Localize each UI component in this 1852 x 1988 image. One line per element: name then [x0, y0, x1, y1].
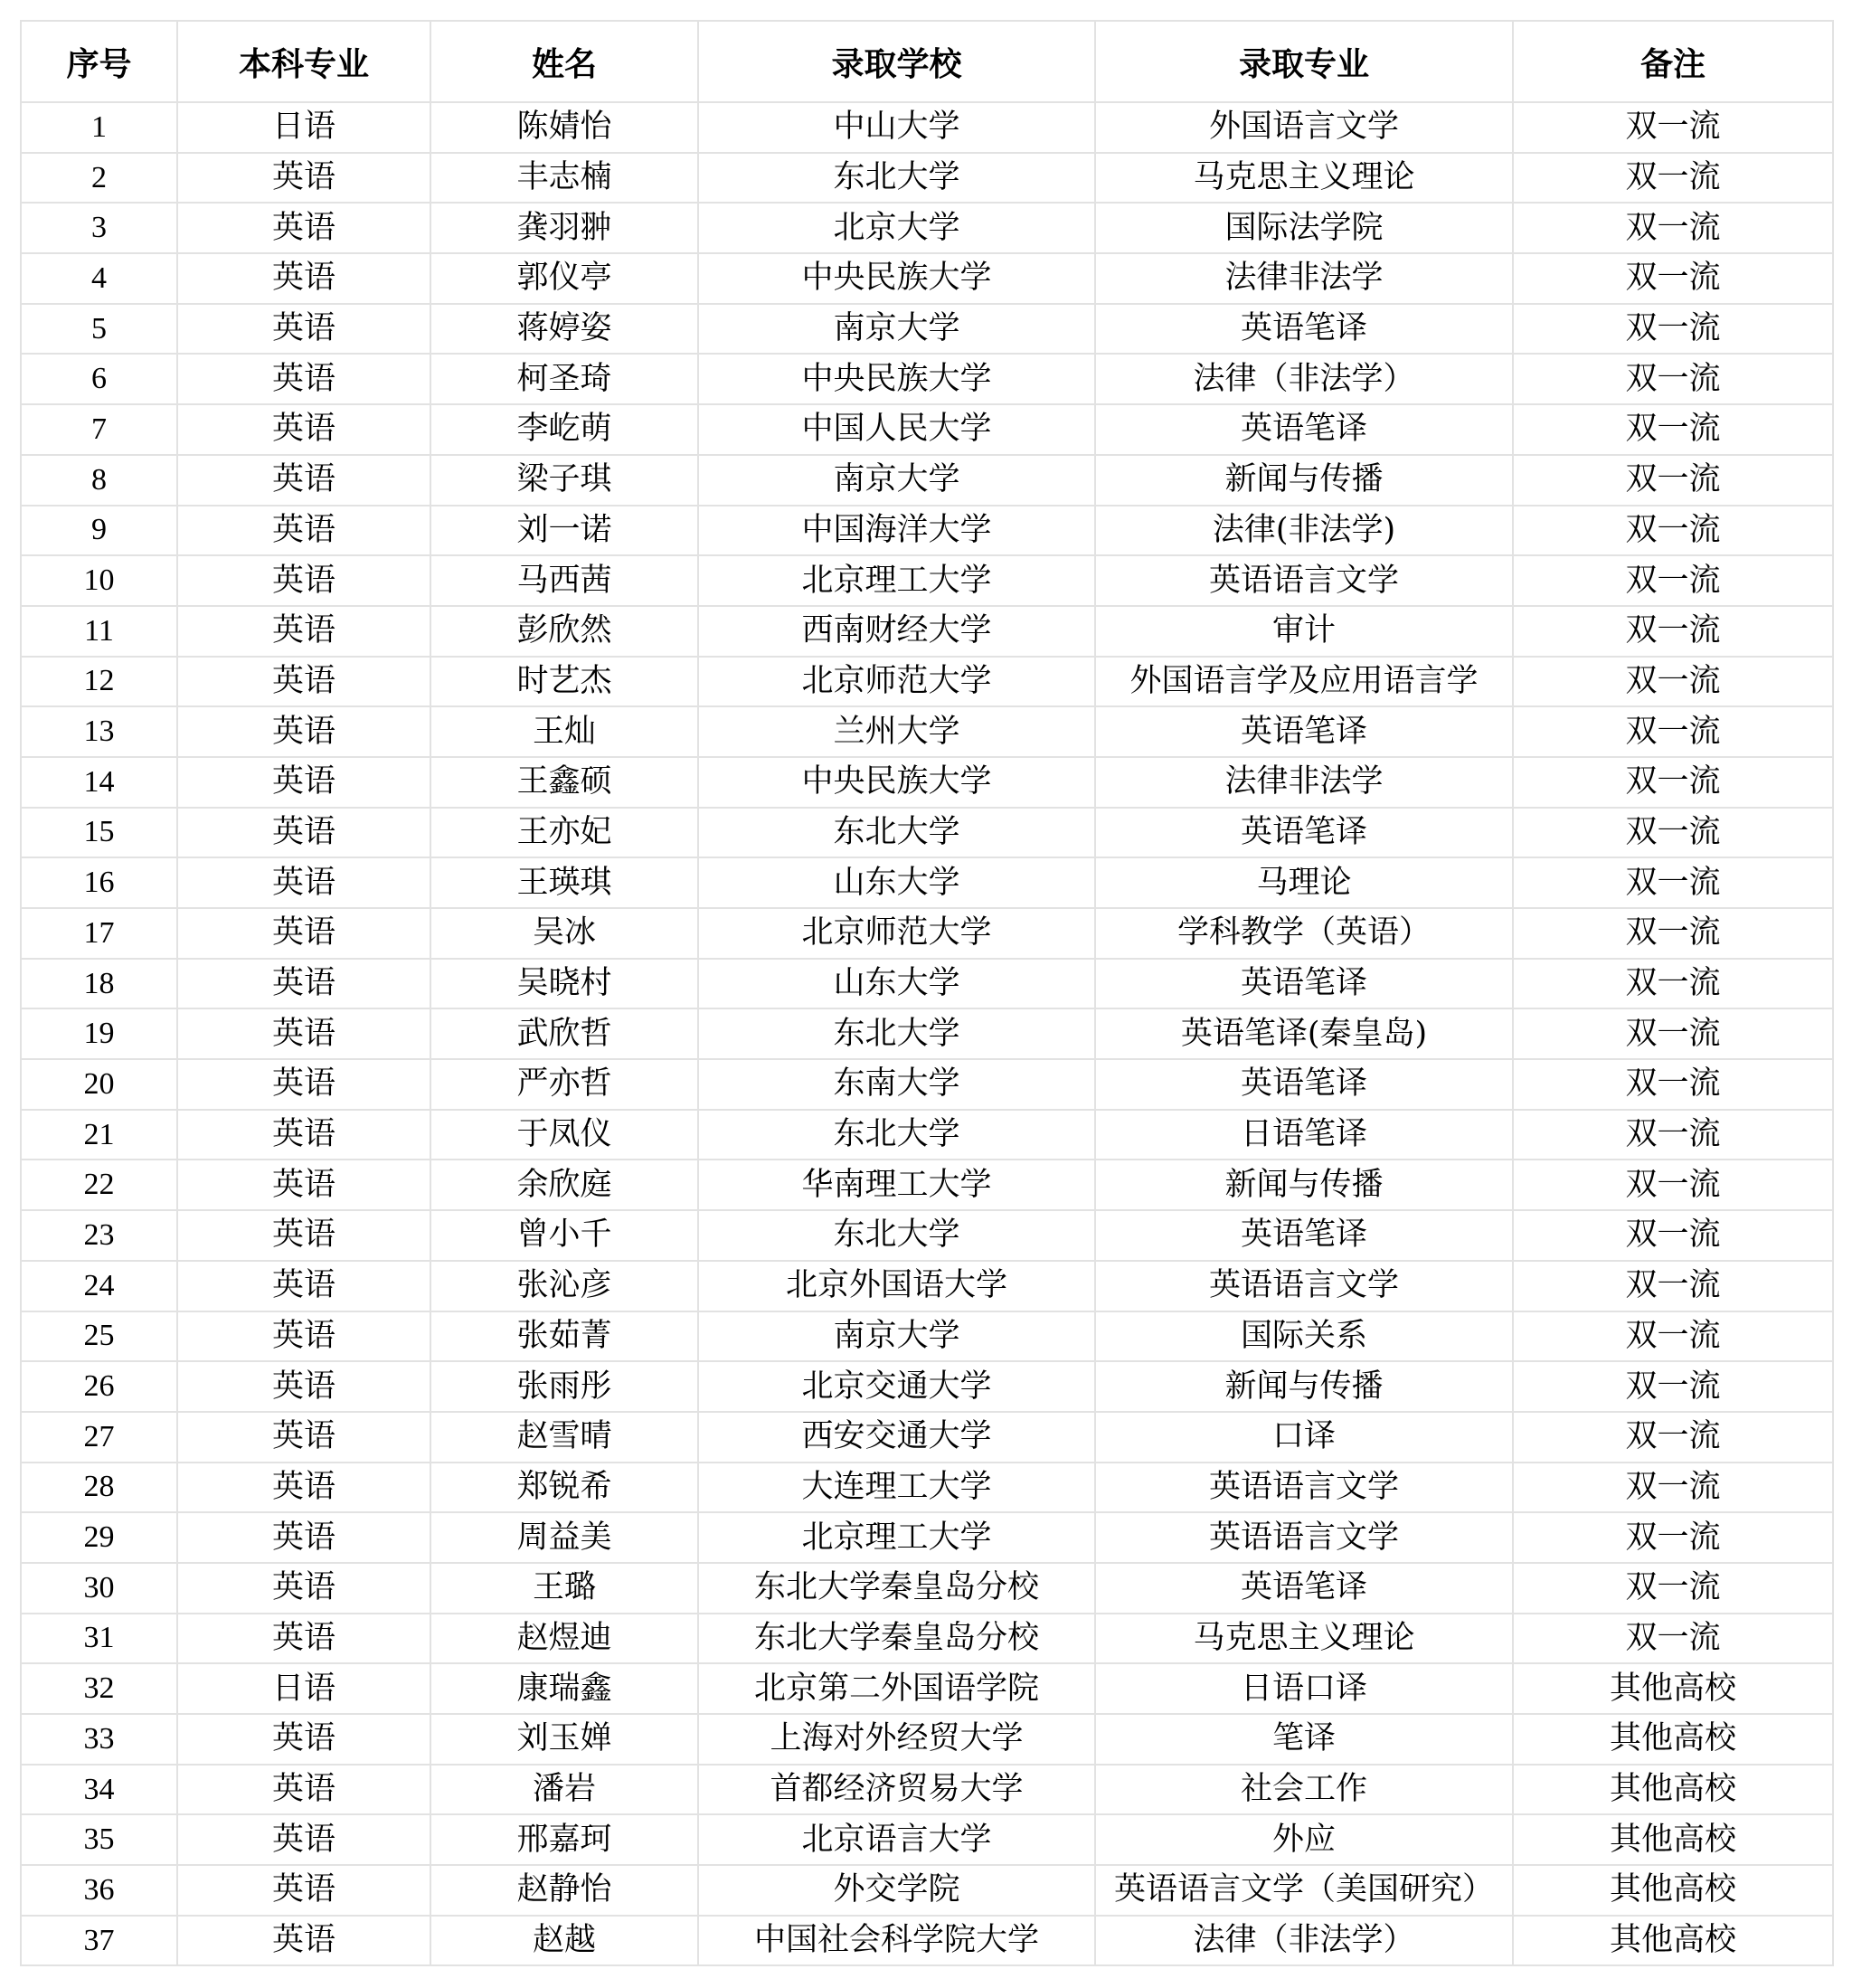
admission-table — [20, 20, 1834, 1966]
table-row — [21, 1361, 1833, 1412]
cell-seq: 34 — [21, 1765, 177, 1815]
cell-remark: 双一流 — [1513, 1412, 1833, 1463]
cell-undergrad-major: 英语 — [177, 1814, 430, 1865]
cell-seq: 33 — [21, 1714, 177, 1765]
cell-seq: 23 — [21, 1210, 177, 1261]
cell-name: 王瑛琪 — [430, 857, 698, 908]
cell-school: 南京大学 — [698, 1311, 1095, 1362]
cell-seq: 32 — [21, 1663, 177, 1714]
cell-seq: 19 — [21, 1008, 177, 1059]
cell-seq: 17 — [21, 908, 177, 959]
cell-seq: 36 — [21, 1865, 177, 1916]
cell-name: 蒋婷姿 — [430, 304, 698, 355]
cell-undergrad-major: 英语 — [177, 657, 430, 707]
cell-admitted-major: 英语语言文学（美国研究） — [1095, 1865, 1513, 1916]
cell-remark: 双一流 — [1513, 455, 1833, 506]
cell-undergrad-major: 英语 — [177, 1512, 430, 1563]
cell-name: 丰志楠 — [430, 153, 698, 204]
cell-admitted-major: 国际法学院 — [1095, 203, 1513, 253]
cell-admitted-major: 社会工作 — [1095, 1765, 1513, 1815]
cell-school: 山东大学 — [698, 857, 1095, 908]
cell-undergrad-major: 英语 — [177, 506, 430, 556]
cell-school: 东北大学秦皇岛分校 — [698, 1614, 1095, 1664]
cell-name: 刘一诺 — [430, 506, 698, 556]
cell-seq: 10 — [21, 555, 177, 606]
cell-name: 郑锐希 — [430, 1463, 698, 1513]
cell-admitted-major: 马克思主义理论 — [1095, 153, 1513, 204]
cell-remark: 双一流 — [1513, 253, 1833, 304]
cell-remark: 双一流 — [1513, 1160, 1833, 1210]
table-row — [21, 1663, 1833, 1714]
table-row — [21, 506, 1833, 556]
cell-seq: 18 — [21, 959, 177, 1009]
cell-school: 北京交通大学 — [698, 1361, 1095, 1412]
cell-name: 武欣哲 — [430, 1008, 698, 1059]
table-row — [21, 455, 1833, 506]
cell-seq: 12 — [21, 657, 177, 707]
cell-remark: 双一流 — [1513, 1463, 1833, 1513]
table-row — [21, 1916, 1833, 1966]
cell-name: 张沁彦 — [430, 1261, 698, 1311]
cell-admitted-major: 审计 — [1095, 606, 1513, 657]
cell-undergrad-major: 英语 — [177, 808, 430, 858]
cell-name: 彭欣然 — [430, 606, 698, 657]
cell-school: 东南大学 — [698, 1059, 1095, 1110]
table-row — [21, 606, 1833, 657]
cell-name: 于凤仪 — [430, 1110, 698, 1160]
cell-name: 郭仪亭 — [430, 253, 698, 304]
cell-remark: 双一流 — [1513, 153, 1833, 204]
cell-remark: 双一流 — [1513, 1210, 1833, 1261]
cell-remark: 双一流 — [1513, 1110, 1833, 1160]
cell-admitted-major: 马克思主义理论 — [1095, 1614, 1513, 1664]
table-row — [21, 354, 1833, 404]
table-row — [21, 757, 1833, 808]
cell-school: 北京理工大学 — [698, 1512, 1095, 1563]
cell-undergrad-major: 英语 — [177, 1110, 430, 1160]
table-row — [21, 1008, 1833, 1059]
cell-admitted-major: 学科教学（英语） — [1095, 908, 1513, 959]
cell-school: 西安交通大学 — [698, 1412, 1095, 1463]
cell-seq: 3 — [21, 203, 177, 253]
cell-remark: 其他高校 — [1513, 1814, 1833, 1865]
cell-admitted-major: 日语笔译 — [1095, 1110, 1513, 1160]
cell-seq: 8 — [21, 455, 177, 506]
cell-admitted-major: 法律（非法学） — [1095, 354, 1513, 404]
cell-remark: 其他高校 — [1513, 1765, 1833, 1815]
table-row — [21, 1814, 1833, 1865]
table-row — [21, 1865, 1833, 1916]
table-row — [21, 959, 1833, 1009]
cell-seq: 2 — [21, 153, 177, 204]
cell-name: 龚羽翀 — [430, 203, 698, 253]
cell-remark: 双一流 — [1513, 1361, 1833, 1412]
cell-undergrad-major: 英语 — [177, 1412, 430, 1463]
cell-seq: 22 — [21, 1160, 177, 1210]
cell-name: 曾小千 — [430, 1210, 698, 1261]
cell-admitted-major: 笔译 — [1095, 1714, 1513, 1765]
cell-remark: 双一流 — [1513, 102, 1833, 153]
table-row — [21, 857, 1833, 908]
cell-admitted-major: 英语笔译 — [1095, 959, 1513, 1009]
cell-school: 华南理工大学 — [698, 1160, 1095, 1210]
cell-seq: 37 — [21, 1916, 177, 1966]
cell-school: 南京大学 — [698, 304, 1095, 355]
table-row — [21, 153, 1833, 204]
cell-school: 上海对外经贸大学 — [698, 1714, 1095, 1765]
cell-name: 康瑞鑫 — [430, 1663, 698, 1714]
cell-remark: 双一流 — [1513, 657, 1833, 707]
cell-undergrad-major: 英语 — [177, 1614, 430, 1664]
cell-remark: 其他高校 — [1513, 1865, 1833, 1916]
cell-school: 东北大学 — [698, 153, 1095, 204]
cell-admitted-major: 英语语言文学 — [1095, 1261, 1513, 1311]
cell-seq: 35 — [21, 1814, 177, 1865]
cell-school: 山东大学 — [698, 959, 1095, 1009]
cell-seq: 30 — [21, 1563, 177, 1614]
cell-remark: 双一流 — [1513, 857, 1833, 908]
cell-school: 东北大学 — [698, 1008, 1095, 1059]
table-row — [21, 253, 1833, 304]
cell-school: 北京理工大学 — [698, 555, 1095, 606]
cell-school: 北京语言大学 — [698, 1814, 1095, 1865]
cell-undergrad-major: 英语 — [177, 757, 430, 808]
cell-remark: 双一流 — [1513, 606, 1833, 657]
cell-admitted-major: 外国语言文学 — [1095, 102, 1513, 153]
cell-school: 中国人民大学 — [698, 404, 1095, 455]
cell-name: 王亦妃 — [430, 808, 698, 858]
cell-seq: 28 — [21, 1463, 177, 1513]
table-row — [21, 1714, 1833, 1765]
cell-undergrad-major: 英语 — [177, 304, 430, 355]
table-row — [21, 1512, 1833, 1563]
cell-remark: 其他高校 — [1513, 1916, 1833, 1966]
cell-school: 中央民族大学 — [698, 757, 1095, 808]
cell-name: 李屹萌 — [430, 404, 698, 455]
table-row — [21, 1210, 1833, 1261]
header-admitted-major: 录取专业 — [1095, 21, 1513, 102]
cell-undergrad-major: 英语 — [177, 253, 430, 304]
cell-admitted-major: 英语语言文学 — [1095, 1512, 1513, 1563]
table-row — [21, 1614, 1833, 1664]
header-school: 录取学校 — [698, 21, 1095, 102]
cell-school: 东北大学 — [698, 1110, 1095, 1160]
table-row — [21, 1110, 1833, 1160]
cell-seq: 26 — [21, 1361, 177, 1412]
table-row — [21, 203, 1833, 253]
cell-admitted-major: 英语笔译 — [1095, 706, 1513, 757]
cell-school: 外交学院 — [698, 1865, 1095, 1916]
cell-admitted-major: 外应 — [1095, 1814, 1513, 1865]
cell-name: 马西茜 — [430, 555, 698, 606]
cell-undergrad-major: 英语 — [177, 1361, 430, 1412]
cell-admitted-major: 法律非法学 — [1095, 253, 1513, 304]
cell-remark: 双一流 — [1513, 959, 1833, 1009]
cell-undergrad-major: 英语 — [177, 959, 430, 1009]
table-row — [21, 404, 1833, 455]
cell-undergrad-major: 日语 — [177, 102, 430, 153]
cell-seq: 24 — [21, 1261, 177, 1311]
cell-admitted-major: 新闻与传播 — [1095, 1361, 1513, 1412]
cell-school: 北京第二外国语学院 — [698, 1663, 1095, 1714]
cell-admitted-major: 法律非法学 — [1095, 757, 1513, 808]
table-body — [21, 102, 1833, 1965]
cell-seq: 27 — [21, 1412, 177, 1463]
cell-school: 北京外国语大学 — [698, 1261, 1095, 1311]
cell-seq: 16 — [21, 857, 177, 908]
cell-name: 陈婧怡 — [430, 102, 698, 153]
cell-remark: 双一流 — [1513, 1008, 1833, 1059]
cell-seq: 15 — [21, 808, 177, 858]
cell-name: 严亦哲 — [430, 1059, 698, 1110]
cell-undergrad-major: 英语 — [177, 1916, 430, 1966]
cell-undergrad-major: 英语 — [177, 404, 430, 455]
cell-undergrad-major: 日语 — [177, 1663, 430, 1714]
cell-name: 时艺杰 — [430, 657, 698, 707]
cell-remark: 双一流 — [1513, 1614, 1833, 1664]
cell-undergrad-major: 英语 — [177, 1865, 430, 1916]
cell-remark: 双一流 — [1513, 555, 1833, 606]
cell-school: 南京大学 — [698, 455, 1095, 506]
cell-name: 王鑫硕 — [430, 757, 698, 808]
cell-name: 赵煜迪 — [430, 1614, 698, 1664]
cell-undergrad-major: 英语 — [177, 1765, 430, 1815]
cell-undergrad-major: 英语 — [177, 555, 430, 606]
cell-remark: 双一流 — [1513, 404, 1833, 455]
cell-remark: 双一流 — [1513, 908, 1833, 959]
cell-name: 邢嘉珂 — [430, 1814, 698, 1865]
cell-undergrad-major: 英语 — [177, 1563, 430, 1614]
cell-remark: 双一流 — [1513, 1059, 1833, 1110]
cell-admitted-major: 英语笔译 — [1095, 808, 1513, 858]
cell-seq: 9 — [21, 506, 177, 556]
cell-remark: 双一流 — [1513, 757, 1833, 808]
cell-admitted-major: 马理论 — [1095, 857, 1513, 908]
cell-undergrad-major: 英语 — [177, 1714, 430, 1765]
header-remark: 备注 — [1513, 21, 1833, 102]
cell-undergrad-major: 英语 — [177, 354, 430, 404]
table-row — [21, 1160, 1833, 1210]
table-row — [21, 1412, 1833, 1463]
cell-name: 吴晓村 — [430, 959, 698, 1009]
cell-seq: 11 — [21, 606, 177, 657]
cell-school: 东北大学 — [698, 808, 1095, 858]
cell-name: 赵静怡 — [430, 1865, 698, 1916]
cell-admitted-major: 英语笔译(秦皇岛) — [1095, 1008, 1513, 1059]
table-row — [21, 1059, 1833, 1110]
cell-seq: 21 — [21, 1110, 177, 1160]
cell-remark: 双一流 — [1513, 506, 1833, 556]
cell-name: 张雨彤 — [430, 1361, 698, 1412]
cell-undergrad-major: 英语 — [177, 606, 430, 657]
cell-admitted-major: 英语笔译 — [1095, 404, 1513, 455]
table-row — [21, 1261, 1833, 1311]
cell-name: 吴冰 — [430, 908, 698, 959]
table-row — [21, 808, 1833, 858]
cell-seq: 4 — [21, 253, 177, 304]
cell-undergrad-major: 英语 — [177, 1463, 430, 1513]
cell-admitted-major: 日语口译 — [1095, 1663, 1513, 1714]
header-name: 姓名 — [430, 21, 698, 102]
cell-seq: 7 — [21, 404, 177, 455]
cell-undergrad-major: 英语 — [177, 857, 430, 908]
cell-seq: 25 — [21, 1311, 177, 1362]
cell-remark: 双一流 — [1513, 1311, 1833, 1362]
table-row — [21, 1765, 1833, 1815]
cell-undergrad-major: 英语 — [177, 1261, 430, 1311]
cell-seq: 31 — [21, 1614, 177, 1664]
cell-seq: 5 — [21, 304, 177, 355]
cell-school: 首都经济贸易大学 — [698, 1765, 1095, 1815]
cell-admitted-major: 口译 — [1095, 1412, 1513, 1463]
cell-seq: 14 — [21, 757, 177, 808]
cell-school: 中国海洋大学 — [698, 506, 1095, 556]
header-seq: 序号 — [21, 21, 177, 102]
cell-undergrad-major: 英语 — [177, 1059, 430, 1110]
cell-name: 潘岩 — [430, 1765, 698, 1815]
cell-admitted-major: 新闻与传播 — [1095, 1160, 1513, 1210]
cell-school: 北京大学 — [698, 203, 1095, 253]
cell-remark: 双一流 — [1513, 808, 1833, 858]
cell-remark: 其他高校 — [1513, 1714, 1833, 1765]
table-row — [21, 304, 1833, 355]
cell-name: 张茹菁 — [430, 1311, 698, 1362]
cell-school: 中央民族大学 — [698, 253, 1095, 304]
cell-seq: 20 — [21, 1059, 177, 1110]
cell-name: 梁子琪 — [430, 455, 698, 506]
cell-name: 赵越 — [430, 1916, 698, 1966]
cell-school: 西南财经大学 — [698, 606, 1095, 657]
cell-school: 东北大学 — [698, 1210, 1095, 1261]
cell-school: 中山大学 — [698, 102, 1095, 153]
table-row — [21, 706, 1833, 757]
cell-undergrad-major: 英语 — [177, 1210, 430, 1261]
cell-undergrad-major: 英语 — [177, 1008, 430, 1059]
cell-name: 王灿 — [430, 706, 698, 757]
cell-admitted-major: 法律(非法学) — [1095, 506, 1513, 556]
cell-school: 北京师范大学 — [698, 908, 1095, 959]
cell-school: 大连理工大学 — [698, 1463, 1095, 1513]
table-row — [21, 555, 1833, 606]
cell-admitted-major: 英语笔译 — [1095, 1059, 1513, 1110]
cell-seq: 1 — [21, 102, 177, 153]
cell-admitted-major: 英语笔译 — [1095, 1563, 1513, 1614]
cell-remark: 其他高校 — [1513, 1663, 1833, 1714]
cell-admitted-major: 英语笔译 — [1095, 1210, 1513, 1261]
cell-remark: 双一流 — [1513, 1261, 1833, 1311]
cell-undergrad-major: 英语 — [177, 1311, 430, 1362]
cell-name: 余欣庭 — [430, 1160, 698, 1210]
cell-admitted-major: 英语语言文学 — [1095, 555, 1513, 606]
cell-name: 王璐 — [430, 1563, 698, 1614]
cell-school: 中国社会科学院大学 — [698, 1916, 1095, 1966]
cell-remark: 双一流 — [1513, 1563, 1833, 1614]
cell-seq: 13 — [21, 706, 177, 757]
table-row — [21, 102, 1833, 153]
cell-seq: 29 — [21, 1512, 177, 1563]
cell-remark: 双一流 — [1513, 304, 1833, 355]
cell-remark: 双一流 — [1513, 706, 1833, 757]
cell-undergrad-major: 英语 — [177, 1160, 430, 1210]
cell-remark: 双一流 — [1513, 203, 1833, 253]
cell-name: 柯圣琦 — [430, 354, 698, 404]
table-row — [21, 1311, 1833, 1362]
cell-admitted-major: 国际关系 — [1095, 1311, 1513, 1362]
table-row — [21, 908, 1833, 959]
cell-admitted-major: 外国语言学及应用语言学 — [1095, 657, 1513, 707]
header-row — [21, 21, 1833, 102]
cell-undergrad-major: 英语 — [177, 706, 430, 757]
cell-undergrad-major: 英语 — [177, 153, 430, 204]
cell-name: 刘玉婵 — [430, 1714, 698, 1765]
cell-name: 赵雪晴 — [430, 1412, 698, 1463]
table-row — [21, 657, 1833, 707]
cell-school: 东北大学秦皇岛分校 — [698, 1563, 1095, 1614]
cell-remark: 双一流 — [1513, 354, 1833, 404]
cell-school: 北京师范大学 — [698, 657, 1095, 707]
table-row — [21, 1463, 1833, 1513]
cell-undergrad-major: 英语 — [177, 908, 430, 959]
cell-admitted-major: 英语语言文学 — [1095, 1463, 1513, 1513]
cell-admitted-major: 法律（非法学） — [1095, 1916, 1513, 1966]
table-row — [21, 1563, 1833, 1614]
cell-admitted-major: 新闻与传播 — [1095, 455, 1513, 506]
cell-undergrad-major: 英语 — [177, 455, 430, 506]
cell-admitted-major: 英语笔译 — [1095, 304, 1513, 355]
cell-school: 兰州大学 — [698, 706, 1095, 757]
cell-remark: 双一流 — [1513, 1512, 1833, 1563]
cell-school: 中央民族大学 — [698, 354, 1095, 404]
cell-seq: 6 — [21, 354, 177, 404]
cell-name: 周益美 — [430, 1512, 698, 1563]
cell-undergrad-major: 英语 — [177, 203, 430, 253]
header-undergrad-major: 本科专业 — [177, 21, 430, 102]
